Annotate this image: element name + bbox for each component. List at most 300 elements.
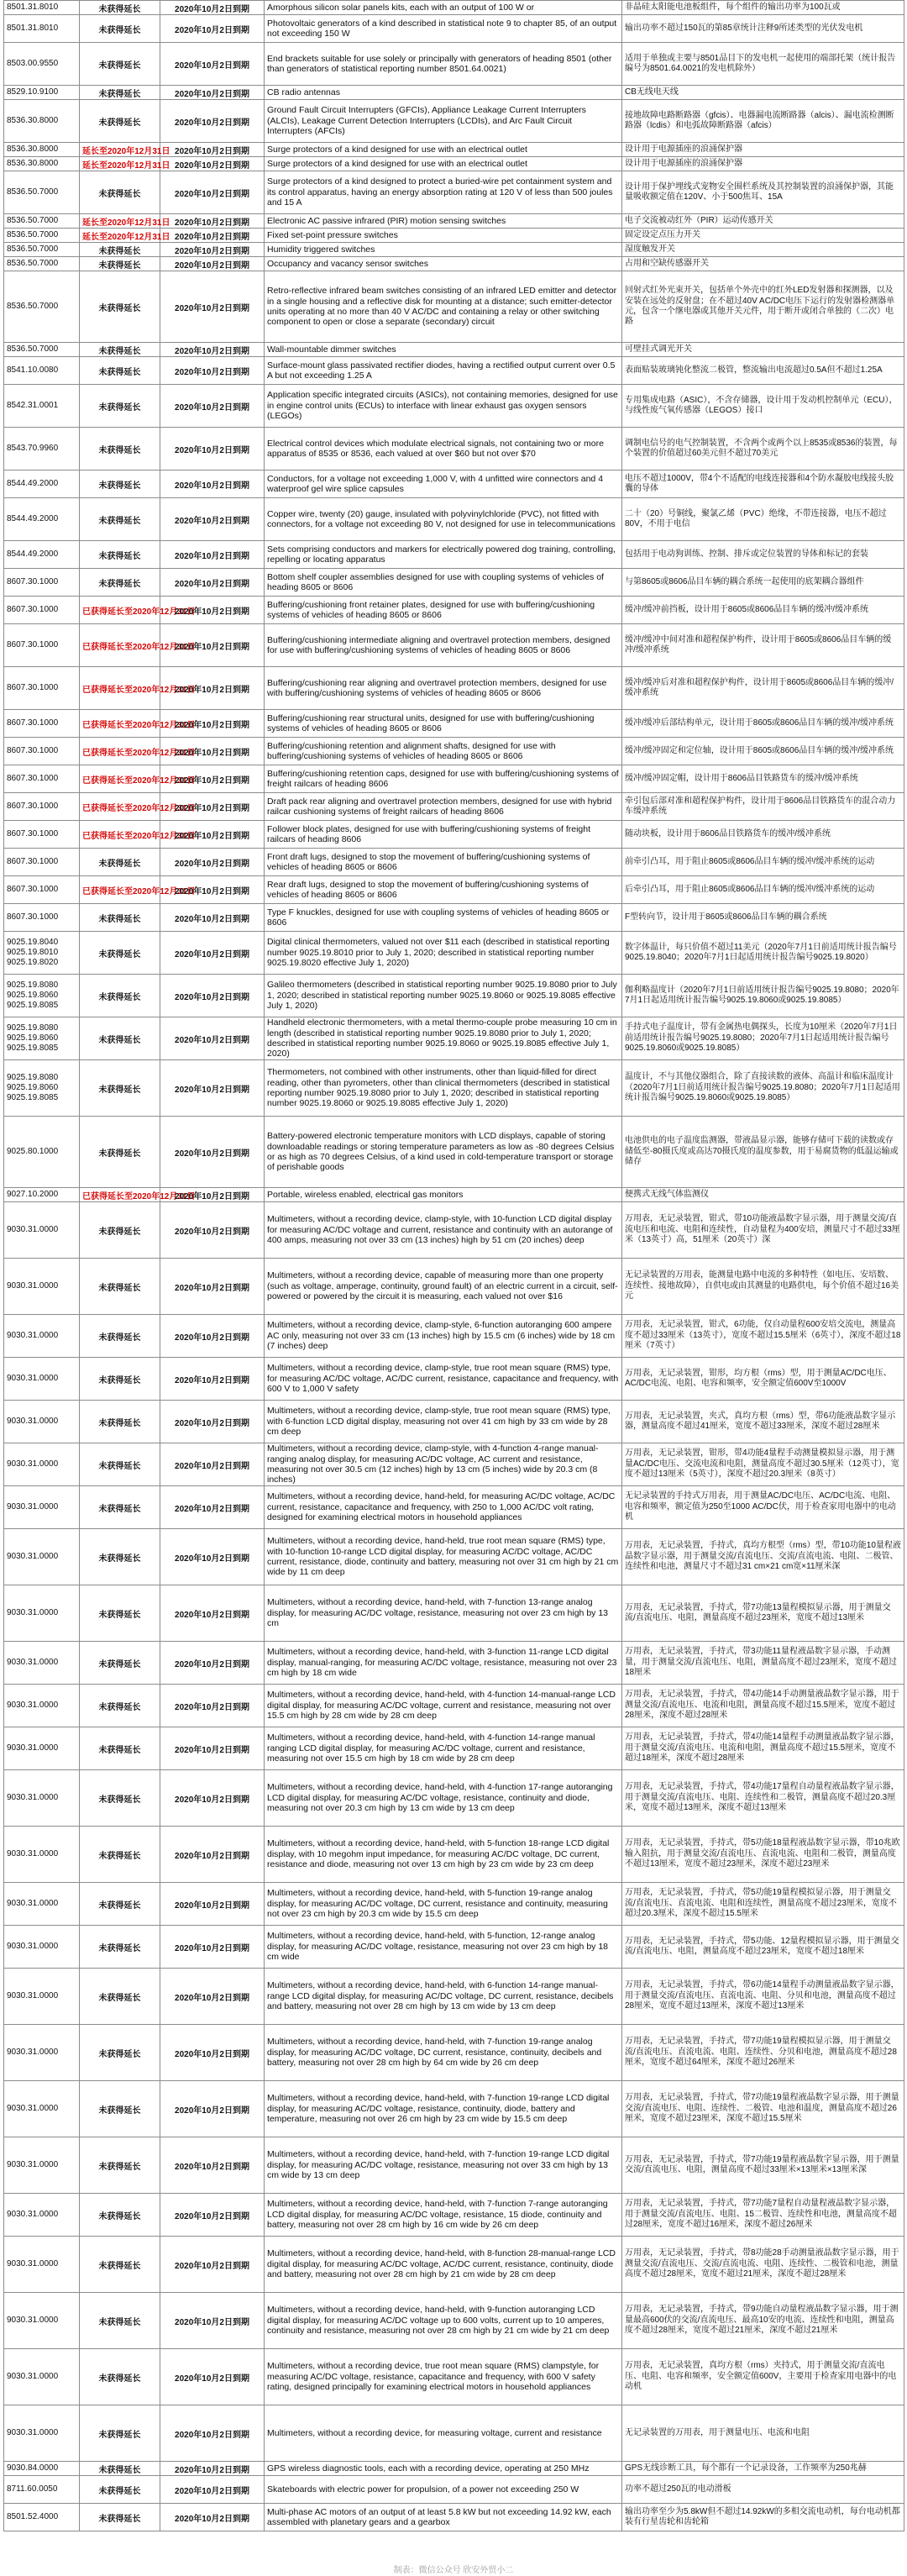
english-description-cell: Multimeters, without a recording device, hand-held, with 4-function 14-range manual ranging LCD digital display, for measuring AC/DC voltage, current and resistance, measuring not over 15.5 cm high by 18 cm wide by 28 cm deep <box>265 1727 622 1770</box>
hts-code-cell: 9030.31.0000 <box>4 2293 80 2349</box>
chinese-description-cell: 万用表，无记录装置，钳形，均方根（rms）型，用于测量AC/DC电压、AC/DC电流、电阻、电容和频率，安全额定值600V至1000V <box>622 1358 904 1401</box>
hts-code-cell: 8536.50.7000 <box>4 243 80 257</box>
expiry-date-cell: 2020年10月2日到期 <box>160 1585 265 1642</box>
chinese-description-cell: 输出功率不超过150瓦的第85章统计注释9所述类型的光伏发电机 <box>622 15 904 43</box>
hts-code-cell: 8607.30.1000 <box>4 821 80 849</box>
hts-code-cell: 9030.31.0000 <box>4 1315 80 1358</box>
english-description-cell: Digital clinical thermometers, valued not over $11 each (described in statistical reporting number 9025.19.8010 prior to July 1, 2020; described in statistical reporting number 9025.19.8020 effective July 1, 2020) <box>265 932 622 975</box>
table-row <box>4 2462 904 2476</box>
chinese-description-cell: 万用表，无记录装置，手持式，带7功能13量程模拟显示器，用于测量交流/直流电压、电阻，测量高度不超过23厘米，宽度不超过13厘米 <box>622 1585 904 1642</box>
expiry-date-cell: 2020年10月2日到期 <box>160 385 265 428</box>
english-description-cell: Draft pack rear aligning and overtravel protection members, designed for use with hybrid railcar cushioning systems of freight railcars of heading 8606 <box>265 793 622 821</box>
english-description-cell: Multimeters, without a recording device, hand-held, with 7-function 19-range analog display, for measuring AC/DC voltage, DC current, resistance, continuity, decibels and battery, measuring not over 28 cm high by 64 cm wide by 26 cm deep <box>265 2025 622 2081</box>
table-row <box>4 1117 904 1188</box>
table-row <box>4 1642 904 1685</box>
english-description-cell: Buffering/cushioning intermediate aligning and overtravel protection members, designed for use with buffering/cushioning systems of vehicles of heading 8605 or 8606 <box>265 624 622 667</box>
extension-status-cell: 未获得延长 <box>80 1060 160 1117</box>
table-row <box>4 1585 904 1642</box>
table-row <box>4 15 904 43</box>
expiry-date-cell: 2020年10月2日到期 <box>160 498 265 541</box>
english-description-cell: Multimeters, without a recording device, hand-held, with 9-function autoranging LCD digital display, for measuring AC/DC voltage up to 600 volts, current up to 10 amperes, continuity and resistance, measuring not over 28 cm high by 21 cm wide by 21 cm deep <box>265 2293 622 2349</box>
hts-code-cell: 9030.84.0000 <box>4 2462 80 2476</box>
table-row <box>4 1727 904 1770</box>
table-row <box>4 2137 904 2194</box>
hts-code-cell: 8536.50.7000 <box>4 171 80 214</box>
table-row <box>4 765 904 793</box>
expiry-date-cell: 2020年10月2日到期 <box>160 43 265 86</box>
expiry-date-cell: 2020年10月2日到期 <box>160 357 265 385</box>
table-row <box>4 1259 904 1315</box>
english-description-cell: Multimeters, without a recording device, clamp-style, with 10-function LCD digital display for measuring AC/DC voltage and current, resistance and continuity with an autorange of 400 amps, measuring not over 33 cm (13 inches) high by 51 cm (20 inches) deep <box>265 1202 622 1259</box>
table-row <box>4 1060 904 1117</box>
extension-status-cell: 未获得延长 <box>80 2237 160 2293</box>
expiry-date-cell: 2020年10月2日到期 <box>160 1443 265 1486</box>
expiry-date-cell: 2020年10月2日到期 <box>160 624 265 667</box>
hts-code-cell: 8543.70.9960 <box>4 428 80 471</box>
english-description-cell: Humidity triggered switches <box>265 243 622 257</box>
hts-code-cell: 8536.50.7000 <box>4 229 80 243</box>
table-row <box>4 86 904 100</box>
expiry-date-cell: 2020年10月2日到期 <box>160 1401 265 1443</box>
expiry-date-cell: 2020年10月2日到期 <box>160 1358 265 1401</box>
extension-status-cell: 未获得延长 <box>80 1529 160 1585</box>
extension-status-cell: 未获得延长 <box>80 541 160 569</box>
extension-status-cell: 未获得延长 <box>80 1358 160 1401</box>
chinese-description-cell: 便携式无线气体监测仪 <box>622 1188 904 1202</box>
hts-code-cell: 8607.30.1000 <box>4 667 80 710</box>
extension-status-cell: 未获得延长 <box>80 243 160 257</box>
hts-code-cell: 8536.30.8000 <box>4 143 80 157</box>
english-description-cell: Type F knuckles, designed for use with coupling systems of vehicles of heading 8605 or 8606 <box>265 904 622 932</box>
expiry-date-cell: 2020年10月2日到期 <box>160 793 265 821</box>
extension-status-cell: 未获得延长 <box>80 2081 160 2137</box>
hts-code-cell: 9030.31.0000 <box>4 1358 80 1401</box>
extension-status-cell: 未获得延长 <box>80 2137 160 2194</box>
chinese-description-cell: 前牵引凸耳，用于阻止8605或8606品目车辆的缓冲/缓冲系统的运动 <box>622 849 904 876</box>
table-row <box>4 624 904 667</box>
extension-status-cell: 未获得延长 <box>80 257 160 271</box>
hts-code-cell: 8503.00.9550 <box>4 43 80 86</box>
extension-status-cell: 已获得延长至2020年12月31日 <box>80 821 160 849</box>
expiry-date-cell: 2020年10月2日到期 <box>160 1827 265 1883</box>
english-description-cell: Multimeters, without a recording device, hand-held, with 5-function 19-range analog display, for measuring AC/DC voltage, DC current, resistance and continuity, measuring not over 23 cm high by 20.3 cm wide by 15.5 cm deep <box>265 1883 622 1926</box>
hts-code-cell: 9030.31.0000 <box>4 2025 80 2081</box>
expiry-date-cell: 2020年10月2日到期 <box>160 1770 265 1827</box>
extension-status-cell: 已获得延长至2020年12月31日 <box>80 793 160 821</box>
english-description-cell: Galileo thermometers (described in statistical reporting number 9025.19.8080 prior to July 1, 2020; described in statistical reporting number 9025.19.8060 or 9025.19.8085 effective July 1, 2020) <box>265 975 622 1017</box>
chinese-description-cell: 后牵引凸耳，用于阻止8605或8606品目车辆的缓冲/缓冲系统的运动 <box>622 876 904 904</box>
extension-status-cell: 未获得延长 <box>80 1642 160 1685</box>
hts-code-cell: 9030.31.0000 <box>4 1259 80 1315</box>
english-description-cell: Multimeters, without a recording device, capable of measuring more than one property (such as voltage, amperage, continuity, ground fault) of an electric current in a circuit, self-powered or powered by the circuit it is measuring, each valued not over $16 <box>265 1259 622 1315</box>
hts-code-cell: 9030.31.0000 <box>4 1770 80 1827</box>
chinese-description-cell: 万用表，无记录装置，手持式，带3功能11量程液晶数字显示器，手动测量，用于测量交流/直流电压、电阻，测量高度不超过23厘米，宽度不超过18厘米 <box>622 1642 904 1685</box>
extension-status-cell: 未获得延长 <box>80 498 160 541</box>
chinese-description-cell: 万用表，无记录装置，手持式，带4功能14手动测量液晶数字显示器，用于测量交流/直流电压、电流和电阻，测量高度不超过15.5厘米，宽度不超过28厘米，深度不超过28厘米 <box>622 1685 904 1727</box>
table-row <box>4 428 904 471</box>
table-row <box>4 143 904 157</box>
hts-code-cell: 8607.30.1000 <box>4 849 80 876</box>
english-description-cell: Thermometers, not combined with other instruments, other than liquid-filled for direct reading, other than pyrometers, other than clinical thermometers (described in statistical reporting number 9025.19.8080 prior to July 1, 2020; described in statistical reporting number 9025.19.8060 or 9025.19.8085 effective July 1, 2020) <box>265 1060 622 1117</box>
english-description-cell: Rear draft lugs, designed to stop the movement of buffering/cushioning systems of vehicles of heading 8605 or 8606 <box>265 876 622 904</box>
chinese-description-cell: 无记录装置的手持式万用表，用于测量AC/DC电压、AC/DC电流、电阻、电容和频率，额定值为250至1000 AC/DC伏，用于检查家用电器中的电动机 <box>622 1486 904 1529</box>
extension-status-cell: 已获得延长至2020年12月31日 <box>80 710 160 738</box>
hts-code-cell: 9030.31.0000 <box>4 2237 80 2293</box>
table-row <box>4 2237 904 2293</box>
table-row <box>4 498 904 541</box>
chinese-description-cell: 万用表，无记录装置，钳式，带10功能液晶数字显示器，用于测量交流/直流电压和电流、电阻和连续性，自动量程为400安培，测量尺寸不超过33厘米（13英寸）高，51厘米（20英寸）深 <box>622 1202 904 1259</box>
extension-status-cell: 未获得延长 <box>80 2405 160 2462</box>
hts-code-cell: 8501.31.8010 <box>4 1 80 15</box>
english-description-cell: Multimeters, without a recording device, hand-held, with 6-function 14-range manual-range LCD digital display, for measuring AC/DC voltage, DC current, resistance, decibels and battery, measuring not over 28 cm high by 13 cm wide by 13 cm deep <box>265 1969 622 2025</box>
table-row <box>4 471 904 498</box>
extension-status-cell: 未获得延长 <box>80 1585 160 1642</box>
extension-status-cell: 未获得延长 <box>80 849 160 876</box>
chinese-description-cell: F型转向节，设计用于8605或8606品目车辆的耦合系统 <box>622 904 904 932</box>
extension-status-cell: 未获得延长 <box>80 1770 160 1827</box>
english-description-cell: Multimeters, without a recording device, hand-held, with 7-function 19-range LCD digital display, for measuring AC/DC voltage, resistance, continuity, diode, battery and temperature, measuring not over 26 cm high by 23 cm wide by 15.5 cm deep <box>265 2081 622 2137</box>
expiry-date-cell: 2020年10月2日到期 <box>160 541 265 569</box>
hts-code-cell: 8544.49.2000 <box>4 471 80 498</box>
table-row <box>4 876 904 904</box>
table-row <box>4 1883 904 1926</box>
hts-code-cell: 9030.31.0000 <box>4 1529 80 1585</box>
extension-status-cell: 未获得延长 <box>80 471 160 498</box>
english-description-cell: Multimeters, without a recording device, for measuring voltage, current and resistance <box>265 2405 622 2462</box>
expiry-date-cell: 2020年10月2日到期 <box>160 2349 265 2405</box>
expiry-date-cell: 2020年10月2日到期 <box>160 1883 265 1926</box>
chinese-description-cell: 牵引包后部对准和超程保护构件，设计用于8606品目铁路货车的混合动力车缓冲系统 <box>622 793 904 821</box>
hts-code-cell: 9025.80.1000 <box>4 1117 80 1188</box>
expiry-date-cell: 2020年10月2日到期 <box>160 569 265 597</box>
table-row <box>4 1315 904 1358</box>
table-row <box>4 43 904 86</box>
extension-status-cell: 未获得延长 <box>80 2025 160 2081</box>
expiry-date-cell: 2020年10月2日到期 <box>160 710 265 738</box>
extension-status-cell: 未获得延长 <box>80 1 160 15</box>
english-description-cell: Amorphous silicon solar panels kits, each with an output of 100 W or <box>265 1 622 15</box>
expiry-date-cell: 2020年10月2日到期 <box>160 1060 265 1117</box>
hts-code-cell: 9030.31.0000 <box>4 2194 80 2237</box>
extension-status-cell: 未获得延长 <box>80 904 160 932</box>
hts-code-cell: 8544.49.2000 <box>4 498 80 541</box>
extension-status-cell: 未获得延长 <box>80 975 160 1017</box>
expiry-date-cell: 2020年10月2日到期 <box>160 765 265 793</box>
english-description-cell: Multimeters, without a recording device, hand-held, with 7-function 7-range autoranging LCD digital display, for measuring AC/DC voltage, resistance, 15 diode, continuity and battery, measuring not over 28 cm high by 16 cm wide by 26 cm deep <box>265 2194 622 2237</box>
expiry-date-cell: 2020年10月2日到期 <box>160 271 265 343</box>
chinese-description-cell: GPS无线诊断工具，每个都有一个记录设备，工作频率为250兆赫 <box>622 2462 904 2476</box>
chinese-description-cell: 万用表，无记录装置，真均方根（rms）夹持式，用于测量交流/直流电压、电阻、电容和频率，安全额定值600V，主要用于检查家用电器中的电动机 <box>622 2349 904 2405</box>
table-row <box>4 597 904 624</box>
expiry-date-cell: 2020年10月2日到期 <box>160 157 265 171</box>
expiry-date-cell: 2020年10月2日到期 <box>160 1315 265 1358</box>
extension-status-cell: 已获得延长至2020年12月31日 <box>80 1188 160 1202</box>
expiry-date-cell: 2020年10月2日到期 <box>160 471 265 498</box>
chinese-description-cell: 适用于单独或主要与8501品目下的发电机一起使用的端部托架（统计报告编号为8501.64.0021的发电机除外） <box>622 43 904 86</box>
extension-status-cell: 未获得延长 <box>80 2504 160 2531</box>
english-description-cell: Sets comprising conductors and markers for electrically powered dog training, controlling, repelling or locating apparatus <box>265 541 622 569</box>
chinese-description-cell: 调制电信号的电气控制装置，不含两个或两个以上8535或8536的装置，每个装置的价值超过60美元但不超过70美元 <box>622 428 904 471</box>
english-description-cell: Handheld electronic thermometers, with a metal thermo-couple probe measuring 10 cm in length (described in statistical reporting number 9025.19.8080 prior to July 1, 2020; described in statistical reporting number 9025.19.8060 or 9025.19.8085 effective July 1, 2020) <box>265 1017 622 1060</box>
chinese-description-cell: 万用表，无记录装置，手持式，带7功能19量程液晶数字显示器，用于测量交流/直流电压、电阻，测量高度不超过33厘米×13厘米×13厘米深 <box>622 2137 904 2194</box>
expiry-date-cell: 2020年10月2日到期 <box>160 257 265 271</box>
expiry-date-cell: 2020年10月2日到期 <box>160 2081 265 2137</box>
hts-code-cell: 9025.19.8080 9025.19.8060 9025.19.8085 <box>4 975 80 1017</box>
extension-status-cell: 未获得延长 <box>80 86 160 100</box>
hts-code-cell: 8541.10.0080 <box>4 357 80 385</box>
chinese-description-cell: 数字体温计，每只价值不超过11美元（2020年7月1日前适用统计报告编号9025.19.8040；2020年7月1日起适用统计报告编号9025.19.8020） <box>622 932 904 975</box>
english-description-cell: Multimeters, without a recording device, hand-held, with 7-function 13-range analog display, for measuring AC/DC voltage, resistance, measuring not over 23 cm high by 13 cm <box>265 1585 622 1642</box>
hts-code-cell: 8529.10.9100 <box>4 86 80 100</box>
table-row <box>4 229 904 243</box>
english-description-cell: Multimeters, without a recording device, hand-held, with 4-function 17-range autoranging LCD digital display, for measuring AC/DC voltage, resistance, continuity and diode, measuring not over 20.3 cm high by 13 cm wide by 13 cm deep <box>265 1770 622 1827</box>
expiry-date-cell: 2020年10月2日到期 <box>160 904 265 932</box>
extension-status-cell: 未获得延长 <box>80 1259 160 1315</box>
chinese-description-cell: 非晶硅太阳能电池板组件，每个组件的输出功率为100瓦或 <box>622 1 904 15</box>
hts-code-cell: 8536.30.8000 <box>4 100 80 143</box>
english-description-cell: Multimeters, without a recording device, clamp-style, true root mean square (RMS) type, for measuring AC/DC voltage, AC/DC current, resistance, capacitance and frequency, with 600 V to 1,000 V safety <box>265 1358 622 1401</box>
expiry-date-cell: 2020年10月2日到期 <box>160 2237 265 2293</box>
hts-code-cell: 8711.60.0050 <box>4 2476 80 2504</box>
hts-code-cell: 8607.30.1000 <box>4 624 80 667</box>
expiry-date-cell: 2020年10月2日到期 <box>160 143 265 157</box>
english-description-cell: Buffering/cushioning rear aligning and overtravel protection members, designed for use with buffering/cushioning systems of vehicles of heading 8605 or 8606 <box>265 667 622 710</box>
expiry-date-cell: 2020年10月2日到期 <box>160 1017 265 1060</box>
hts-code-cell: 9030.31.0000 <box>4 1727 80 1770</box>
chinese-description-cell: 缓冲/缓冲前挡板，设计用于8605或8606品目车辆的缓冲/缓冲系统 <box>622 597 904 624</box>
table-row <box>4 569 904 597</box>
chinese-description-cell: 输出功率至少为5.8kW但不超过14.92kW的多相交流电动机，每台电动机都装有行星齿轮和齿轮箱 <box>622 2504 904 2531</box>
chinese-description-cell: 电池供电的电子温度监测器，带液晶显示器，能够存储可下载的读数或存储低至-80摄氏度或高达70摄氏度的温度参数，用于易腐货物的低温运输或储存 <box>622 1117 904 1188</box>
english-description-cell: Multimeters, without a recording device, hand-held, with 7-function 19-range LCD digital display, for measuring AC/DC voltage, resistance, measuring not over 33 cm high by 13 cm wide by 13 cm deep <box>265 2137 622 2194</box>
hts-code-cell: 8607.30.1000 <box>4 904 80 932</box>
chinese-description-cell: 伽利略温度计（2020年7月1日前适用统计报告编号9025.19.8080；2020年7月1日起适用统计报告编号9025.19.8060或9025.19.8085） <box>622 975 904 1017</box>
table-row <box>4 2025 904 2081</box>
table-row <box>4 1 904 15</box>
extension-status-cell: 未获得延长 <box>80 15 160 43</box>
exclusion-table <box>3 0 904 2531</box>
expiry-date-cell: 2020年10月2日到期 <box>160 849 265 876</box>
extension-status-cell: 已获得延长至2020年12月31日 <box>80 624 160 667</box>
expiry-date-cell: 2020年10月2日到期 <box>160 2405 265 2462</box>
chinese-description-cell: 无记录装置的万用表，能测量电路中电流的多种特性（如电压、安培数、连续性、接地故障），自供电或由其测量的电路供电，每个价值不超过16美元 <box>622 1259 904 1315</box>
extension-status-cell: 未获得延长 <box>80 1401 160 1443</box>
expiry-date-cell: 2020年10月2日到期 <box>160 1202 265 1259</box>
chinese-description-cell: 缓冲/缓冲固定和定位轴，设计用于8605或8606品目车辆的缓冲/缓冲系统 <box>622 738 904 765</box>
expiry-date-cell: 2020年10月2日到期 <box>160 15 265 43</box>
hts-code-cell: 9030.31.0000 <box>4 1827 80 1883</box>
table-row <box>4 1401 904 1443</box>
expiry-date-cell: 2020年10月2日到期 <box>160 1642 265 1685</box>
extension-status-cell: 未获得延长 <box>80 1685 160 1727</box>
hts-code-cell: 8501.52.4000 <box>4 2504 80 2531</box>
chinese-description-cell: 湿度触发开关 <box>622 243 904 257</box>
hts-code-cell: 8607.30.1000 <box>4 710 80 738</box>
table-row <box>4 1827 904 1883</box>
expiry-date-cell: 2020年10月2日到期 <box>160 2137 265 2194</box>
extension-status-cell: 延长至2020年12月31日 <box>80 229 160 243</box>
expiry-date-cell: 2020年10月2日到期 <box>160 2293 265 2349</box>
english-description-cell: Battery-powered electronic temperature monitors with LCD displays, capable of storing downloadable readings or storing temperature parameters as low as -80 degrees Celsius or as high as 70 degrees Celsius, of a kind used in cold-temperature transport or storage of perishable goods <box>265 1117 622 1188</box>
extension-status-cell: 未获得延长 <box>80 43 160 86</box>
english-description-cell: Multimeters, without a recording device, hand-held, true root mean square (RMS) type, with 10-function 10-range LCD digital display, for measuring AC/DC voltage, AC/DC current, resistance, diode, continuity and battery, measuring not over 31 cm high by 21 cm wide by 11 cm deep <box>265 1529 622 1585</box>
chinese-description-cell: 缓冲/缓冲后部结构单元，设计用于8605或8606品目车辆的缓冲/缓冲系统 <box>622 710 904 738</box>
table-row <box>4 243 904 257</box>
table-row <box>4 157 904 171</box>
expiry-date-cell: 2020年10月2日到期 <box>160 2476 265 2504</box>
english-description-cell: Retro-reflective infrared beam switches consisting of an infrared LED emitter and detector in a single housing and a reflective disk for mounting at a distance; such emitter-detector units operating at no more than 40 V AC/DC and containing a relay or other switching component to open or close a separate (secondary) circuit <box>265 271 622 343</box>
chinese-description-cell: 固定设定点压力开关 <box>622 229 904 243</box>
english-description-cell: Follower block plates, designed for use with buffering/cushioning systems of freight railcars of heading 8606 <box>265 821 622 849</box>
extension-status-cell: 已获得延长至2020年12月31日 <box>80 667 160 710</box>
table-row <box>4 821 904 849</box>
expiry-date-cell: 2020年10月2日到期 <box>160 2462 265 2476</box>
hts-code-cell: 8536.50.7000 <box>4 343 80 357</box>
hts-code-cell: 8607.30.1000 <box>4 793 80 821</box>
chinese-description-cell: 万用表，无记录装置，手持式，带5功能18量程液晶数字显示器，带10兆欧输入阻抗，用于测量交流/直流电压、直流电流、电阻和二极管，测量高度不超过13厘米，宽度不超过23厘米，深度不超过23厘米 <box>622 1827 904 1883</box>
chinese-description-cell: 回射式红外光束开关，包括单个外壳中的红外LED发射器和探测器，以及安装在远处的反射盘；在不超过40V AC/DC电压下运行的发射器检测器单元，包含一个继电器或其他开关元件，用于断开或闭合单独的（二次）电路 <box>622 271 904 343</box>
hts-code-cell: 9030.31.0000 <box>4 2349 80 2405</box>
chinese-description-cell: 万用表，无记录装置，手持式，带5功能、12量程模拟显示器，用于测量交流/直流电压、电阻，测量高度不超过23厘米，宽度不超过18厘米 <box>622 1926 904 1969</box>
table-row <box>4 1969 904 2025</box>
english-description-cell: Occupancy and vacancy sensor switches <box>265 257 622 271</box>
extension-status-cell: 未获得延长 <box>80 357 160 385</box>
english-description-cell: Multimeters, without a recording device, hand-held, for measuring AC/DC voltage, AC/DC current, resistance, capacitance and frequency, with 250 to 1,000 AC/DC volt rating, designed for examining electrical motors in household appliances <box>265 1486 622 1529</box>
hts-code-cell: 9027.10.2000 <box>4 1188 80 1202</box>
hts-code-cell: 8501.31.8010 <box>4 15 80 43</box>
hts-code-cell: 9030.31.0000 <box>4 1401 80 1443</box>
table-row <box>4 904 904 932</box>
expiry-date-cell: 2020年10月2日到期 <box>160 932 265 975</box>
chinese-description-cell: 万用表，无记录装置，夹式，真均方根（rms）型，带6功能液晶数字显示器，测量高度不超过41厘米，宽度不超过33厘米，深度不超过28厘米 <box>622 1401 904 1443</box>
hts-code-cell: 9030.31.0000 <box>4 1685 80 1727</box>
chinese-description-cell: 万用表，无记录装置，手持式，真均方根型（rms）型，带10功能10量程液晶数字显示器，用于测量交流/直流电压、交流/直流电流、电阻、二极管、连续性和电池，测量尺寸不超过31 cm×21 cm宽×11厘米深 <box>622 1529 904 1585</box>
table-row <box>4 2194 904 2237</box>
extension-status-cell: 延长至2020年12月31日 <box>80 143 160 157</box>
hts-code-cell: 8607.30.1000 <box>4 569 80 597</box>
expiry-date-cell: 2020年10月2日到期 <box>160 229 265 243</box>
extension-status-cell: 延长至2020年12月31日 <box>80 157 160 171</box>
extension-status-cell: 未获得延长 <box>80 2476 160 2504</box>
expiry-date-cell: 2020年10月2日到期 <box>160 1969 265 2025</box>
chinese-description-cell: 二十（20）号铜线，聚氯乙烯（PVC）绝缘，不带连接器，电压不超过80V，不用于电信 <box>622 498 904 541</box>
chinese-description-cell: 设计用于保护埋线式宠物安全围栏系统及其控制装置的浪涌保护器，其能量吸收额定值在120V、小于500焦耳、15A <box>622 171 904 214</box>
expiry-date-cell: 2020年10月2日到期 <box>160 738 265 765</box>
table-row <box>4 385 904 428</box>
expiry-date-cell: 2020年10月2日到期 <box>160 1685 265 1727</box>
table-row <box>4 667 904 710</box>
chinese-description-cell: 缓冲/缓冲中间对准和超程保护构件，设计用于8605或8606品目车辆的缓冲/缓冲系统 <box>622 624 904 667</box>
hts-code-cell: 8544.49.2000 <box>4 541 80 569</box>
english-description-cell: Conductors, for a voltage not exceeding 1,000 V, with 4 unfitted wire connectors and 4 waterproof gel wire splice capsules <box>265 471 622 498</box>
english-description-cell: Multi-phase AC motors of an output of at least 5.8 kW but not exceeding 14.92 kW, each assembled with planetary gears and a gearbox <box>265 2504 622 2531</box>
expiry-date-cell: 2020年10月2日到期 <box>160 1486 265 1529</box>
chinese-description-cell: 万用表，无记录装置，手持式，带6功能14量程手动测量液晶数字显示器，用于测量交流/直流电压、直流电流、电阻、分贝和电池，测量高度不超过28厘米，宽度不超过13厘米，深度不超过13厘米 <box>622 1969 904 2025</box>
table-row <box>4 2504 904 2531</box>
english-description-cell: Front draft lugs, designed to stop the movement of buffering/cushioning systems of vehicles of heading 8605 or 8606 <box>265 849 622 876</box>
hts-code-cell: 9030.31.0000 <box>4 1443 80 1486</box>
chinese-description-cell: 占用和空缺传感器开关 <box>622 257 904 271</box>
expiry-date-cell: 2020年10月2日到期 <box>160 2504 265 2531</box>
extension-status-cell: 已获得延长至2020年12月31日 <box>80 765 160 793</box>
chinese-description-cell: 专用集成电路（ASIC），不含存储器，设计用于发动机控制单元（ECU），与线性废气氧传感器（LEGOS）接口 <box>622 385 904 428</box>
english-description-cell: Bottom shelf coupler assemblies designed for use with coupling systems of vehicles of heading 8605 or 8606 <box>265 569 622 597</box>
expiry-date-cell: 2020年10月2日到期 <box>160 100 265 143</box>
extension-status-cell: 已获得延长至2020年12月31日 <box>80 738 160 765</box>
chinese-description-cell: 万用表，无记录装置，钳式，6功能，仅自动量程600安培交流电，测量高度不超过33厘米（13英寸），宽度不超过15.5厘米（6英寸），深度不超过18厘米（7英寸） <box>622 1315 904 1358</box>
expiry-date-cell: 2020年10月2日到期 <box>160 214 265 229</box>
chinese-description-cell: 设计用于电源插座的浪涌保护器 <box>622 157 904 171</box>
extension-status-cell: 未获得延长 <box>80 2349 160 2405</box>
extension-status-cell: 未获得延长 <box>80 1926 160 1969</box>
watermark-caption: 制表：微信公众号 欣安外贸小二 <box>393 2566 514 2575</box>
hts-code-cell: 9030.31.0000 <box>4 1926 80 1969</box>
hts-code-cell: 9030.31.0000 <box>4 1486 80 1529</box>
table-row <box>4 2476 904 2504</box>
chinese-description-cell: 温度计，不与其他仪器组合，除了直接读数的液体、高温计和临床温度计（2020年7月1日前适用统计报告编号9025.19.8080；2020年7月1日起适用统计报告编号9025.19.8060或9025.19.8085） <box>622 1060 904 1117</box>
english-description-cell: Electrical control devices which modulate electrical signals, not containing two or more apparatus of 8535 or 8536, each valued at over $60 but not over $70 <box>265 428 622 471</box>
chinese-description-cell: 电子交流被动红外（PIR）运动传感开关 <box>622 214 904 229</box>
expiry-date-cell: 2020年10月2日到期 <box>160 86 265 100</box>
table-row <box>4 2405 904 2462</box>
expiry-date-cell: 2020年10月2日到期 <box>160 2025 265 2081</box>
extension-status-cell: 未获得延长 <box>80 385 160 428</box>
chinese-description-cell: 接地故障电路断路器（gfcis）、电器漏电流断路器（alcis）、漏电流检测断路器（lcdis）和电弧故障断路器（afcis） <box>622 100 904 143</box>
extension-status-cell: 未获得延长 <box>80 932 160 975</box>
extension-status-cell: 未获得延长 <box>80 2293 160 2349</box>
english-description-cell: Multimeters, without a recording device, hand-held, with 5-function 18-range LCD digital display, with 10 megohm input impedance, for measuring AC/DC voltage, DC current, resistance and diode, measuring not over 13 cm high by 23 cm wide by 23 cm deep <box>265 1827 622 1883</box>
chinese-description-cell: 缓冲/缓冲后对准和超程保护构件，设计用于8605或8606品目车辆的缓冲/缓冲系统 <box>622 667 904 710</box>
chinese-description-cell: 万用表，无记录装置，手持式，带7功能7量程自动量程液晶数字显示器，用于测量交流/直流电压、电阻、15二极管、连续性和电池，测量高度不超过28厘米，宽度不超过16厘米，深度不超过26厘米 <box>622 2194 904 2237</box>
hts-code-cell: 9030.31.0000 <box>4 2137 80 2194</box>
table-row <box>4 1443 904 1486</box>
table-row <box>4 171 904 214</box>
table-row <box>4 1202 904 1259</box>
extension-status-cell: 未获得延长 <box>80 100 160 143</box>
chinese-description-cell: CB无线电天线 <box>622 86 904 100</box>
extension-status-cell: 未获得延长 <box>80 1486 160 1529</box>
hts-code-cell: 9030.31.0000 <box>4 1585 80 1642</box>
chinese-description-cell: 缓冲/缓冲固定帽，设计用于8606品目铁路货车的缓冲/缓冲系统 <box>622 765 904 793</box>
extension-status-cell: 未获得延长 <box>80 428 160 471</box>
chinese-description-cell: 功率不超过250瓦的电动滑板 <box>622 2476 904 2504</box>
chinese-description-cell: 可壁挂式调光开关 <box>622 343 904 357</box>
english-description-cell: Multimeters, without a recording device, true root mean square (RMS) clampstyle, for measuring AC/DC voltage, resistance, capacitance and frequency, with 600 V safety rating, designed principally for examining electrical motors in household appliances <box>265 2349 622 2405</box>
extension-status-cell: 未获得延长 <box>80 1727 160 1770</box>
extension-status-cell: 未获得延长 <box>80 1017 160 1060</box>
hts-code-cell: 8536.30.8000 <box>4 157 80 171</box>
hts-code-cell: 9025.19.8080 9025.19.8060 9025.19.8085 <box>4 1060 80 1117</box>
table-row <box>4 932 904 975</box>
table-row <box>4 738 904 765</box>
extension-status-cell: 未获得延长 <box>80 1117 160 1188</box>
expiry-date-cell: 2020年10月2日到期 <box>160 1529 265 1585</box>
table-row <box>4 1529 904 1585</box>
english-description-cell: Multimeters, without a recording device, clamp-style, with 4-function 4-range manual-ranging analog display, for measuring AC/DC voltage, AC current and resistance, measuring not over 30.5 cm (12 inches) high by 13 cm (5 inches) wide by 20.3 cm (8 inches) <box>265 1443 622 1486</box>
extension-status-cell: 已获得延长至2020年12月31日 <box>80 876 160 904</box>
chinese-description-cell: 手持式电子温度计，带有金属热电偶探头，长度为10厘米（2020年7月1日前适用统计报告编号9025.19.8080；2020年7月1日起适用统计报告编号9025.19.8060或9025.19.8085） <box>622 1017 904 1060</box>
chinese-description-cell: 表面贴装玻璃钝化整流二极管，整流输出电流超过0.5A但不超过1.25A <box>622 357 904 385</box>
extension-status-cell: 未获得延长 <box>80 1443 160 1486</box>
table-row <box>4 2349 904 2405</box>
english-description-cell: Photovoltaic generators of a kind described in statistical note 9 to chapter 85, of an output not exceeding 150 W <box>265 15 622 43</box>
english-description-cell: Surge protectors of a kind designed for use with an electrical outlet <box>265 143 622 157</box>
table-body <box>4 1 904 2531</box>
extension-status-cell: 未获得延长 <box>80 569 160 597</box>
chinese-description-cell: 万用表，无记录装置，手持式，带7功能19量程液晶数字显示器，用于测量交流/直流电压、电阻、连续性、二极管、电池和温度，测量高度不超过26厘米，宽度不超过23厘米，深度不超过15.5厘米 <box>622 2081 904 2137</box>
chinese-description-cell: 万用表，无记录装置，手持式，带8功能28手动测量液晶数字显示器，用于测量交流/直流电压、交流/直流电流、电阻、连续性、二极管和电池，测量高度不超过28厘米，宽度不超过21厘米，深度不超过28厘米 <box>622 2237 904 2293</box>
expiry-date-cell: 2020年10月2日到期 <box>160 1259 265 1315</box>
